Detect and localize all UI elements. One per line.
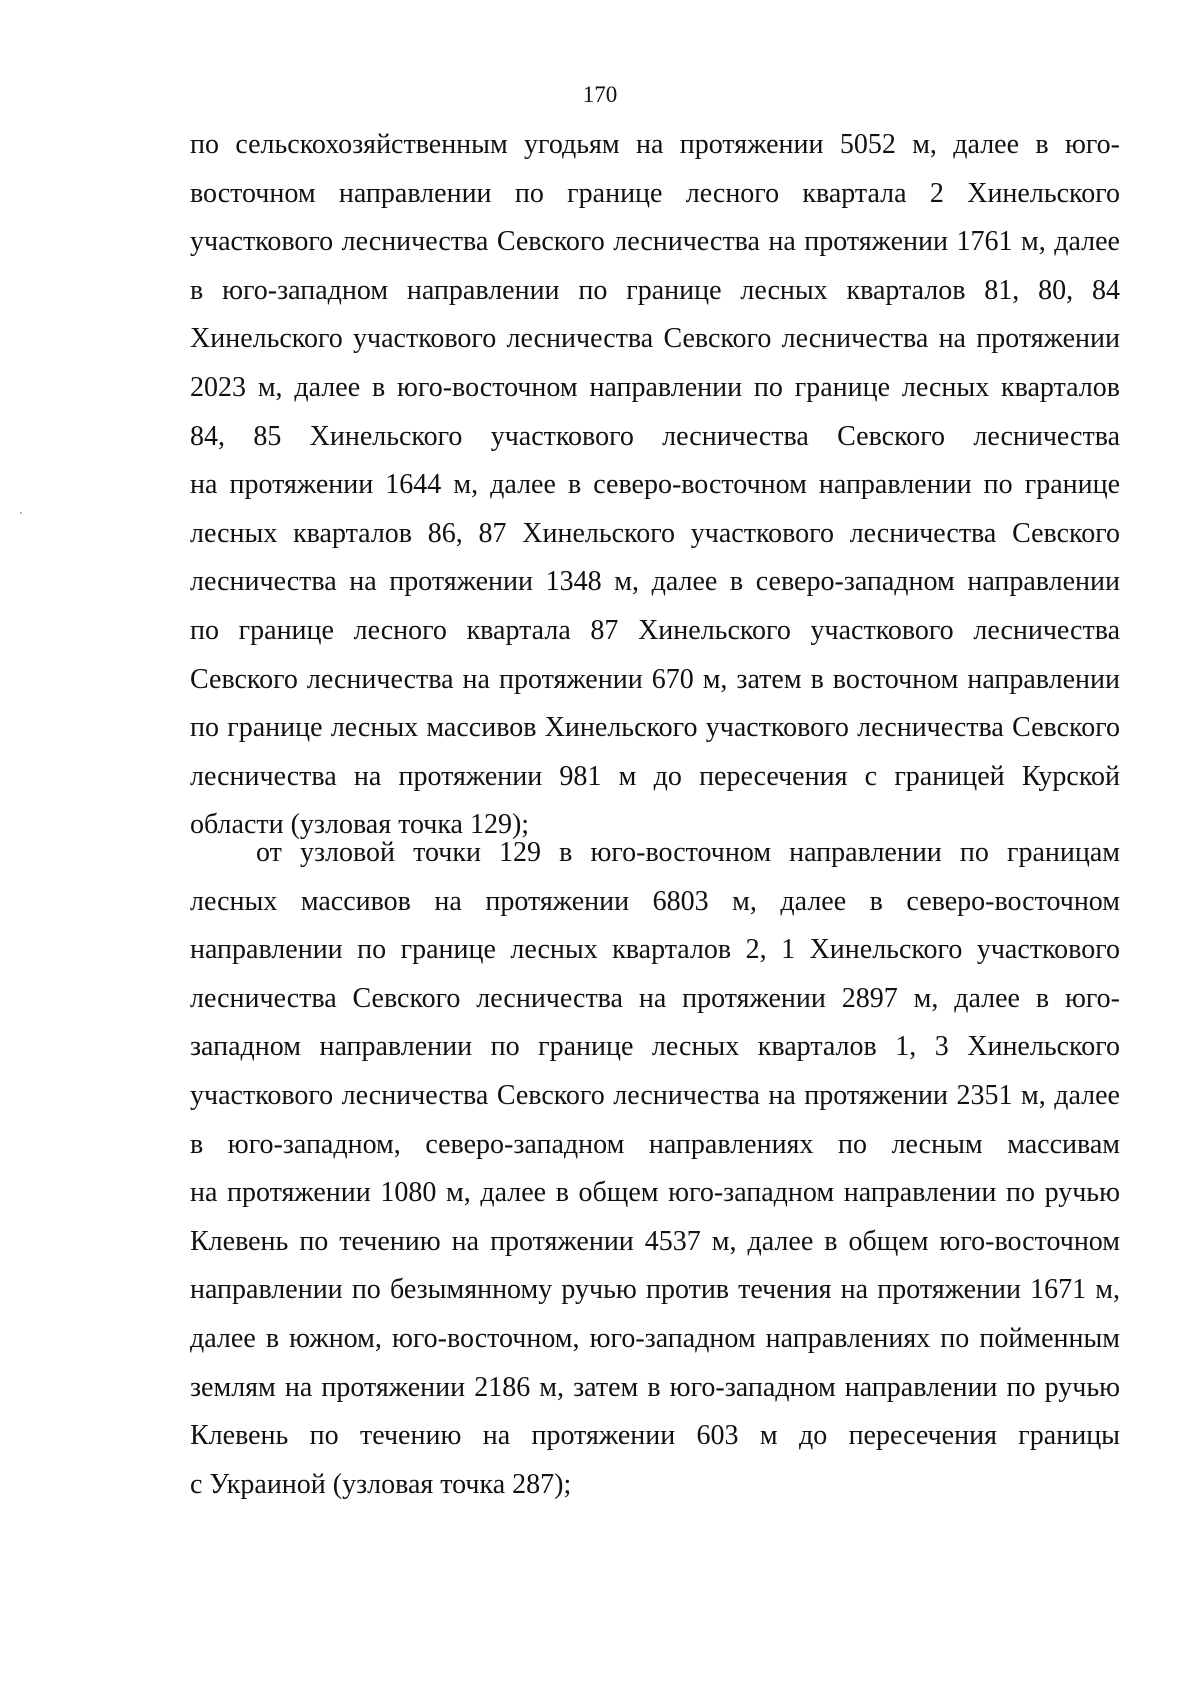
text-line: области (узловая точка 129); — [190, 809, 530, 841]
text-line: на протяжении 1080 м, далее в общем юго-западном направлении по ручью — [190, 1177, 1120, 1209]
text-line: по сельскохозяйственным угодьям на протяжении 5052 м, далее в юго- — [190, 129, 1120, 160]
text-line: направлении по границе лесных кварталов 2, 1 Хинельского участкового — [190, 934, 1120, 966]
text-line: лесничества на протяжении 981 м до пересечения с границей Курской — [190, 760, 1120, 792]
paragraph-2 — [190, 829, 1120, 1509]
text-line: восточном направлении по границе лесного квартала 2 Хинельского — [190, 177, 1120, 209]
text-line: от узловой точки 129 в юго-восточном направлении по границам — [256, 837, 1120, 868]
text-line: на протяжении 1644 м, далее в северо-восточном направлении по границе — [190, 469, 1120, 501]
page-number: 170 — [582, 82, 618, 107]
text-line: Клевень по течению на протяжении 603 м до пересечения границы — [190, 1420, 1120, 1452]
text-line: 2023 м, далее в юго-восточном направлении по границе лесных кварталов — [190, 371, 1120, 403]
text-line: участкового лесничества Севского лесничества на протяжении 2351 м, далее — [190, 1079, 1120, 1111]
text-line: далее в южном, юго-восточном, юго-западном направлениях по пойменным — [190, 1322, 1120, 1354]
text-line: лесных кварталов 86, 87 Хинельского участкового лесничества Севского — [190, 517, 1120, 549]
text-line: лесничества Севского лесничества на протяжении 2897 м, далее в юго- — [190, 982, 1120, 1014]
text-line: Севского лесничества на протяжении 670 м, затем в восточном направлении — [190, 663, 1120, 695]
text-line: Клевень по течению на протяжении 4537 м, далее в общем юго-восточном — [190, 1225, 1120, 1257]
text-line: Хинельского участкового лесничества Севского лесничества на протяжении — [190, 323, 1120, 355]
text-line: по границе лесных массивов Хинельского участкового лесничества Севского — [190, 712, 1120, 744]
text-line: лесничества на протяжении 1348 м, далее в северо-западном направлении — [190, 566, 1120, 598]
text-line: в юго-западном направлении по границе лесных кварталов 81, 80, 84 — [190, 274, 1120, 306]
text-line: с Украиной (узловая точка 287); — [190, 1468, 572, 1500]
text-line: участкового лесничества Севского лесничества на протяжении 1761 м, далее — [190, 226, 1120, 258]
text-line: направлении по безымянному ручью против течения на протяжении 1671 м, — [190, 1274, 1120, 1306]
scan-speck — [20, 512, 22, 514]
paragraph-1 — [190, 121, 1120, 850]
text-line: землям на протяжении 2186 м, затем в юго-западном направлении по ручью — [190, 1371, 1120, 1403]
text-line: западном направлении по границе лесных кварталов 1, 3 Хинельского — [190, 1031, 1120, 1063]
text-line: в юго-западном, северо-западном направлениях по лесным массивам — [190, 1128, 1120, 1160]
text-line: 84, 85 Хинельского участкового лесничества Севского лесничества — [190, 420, 1120, 452]
text-line: по границе лесного квартала 87 Хинельского участкового лесничества — [190, 614, 1120, 646]
text-line: лесных массивов на протяжении 6803 м, далее в северо-восточном — [190, 885, 1120, 917]
